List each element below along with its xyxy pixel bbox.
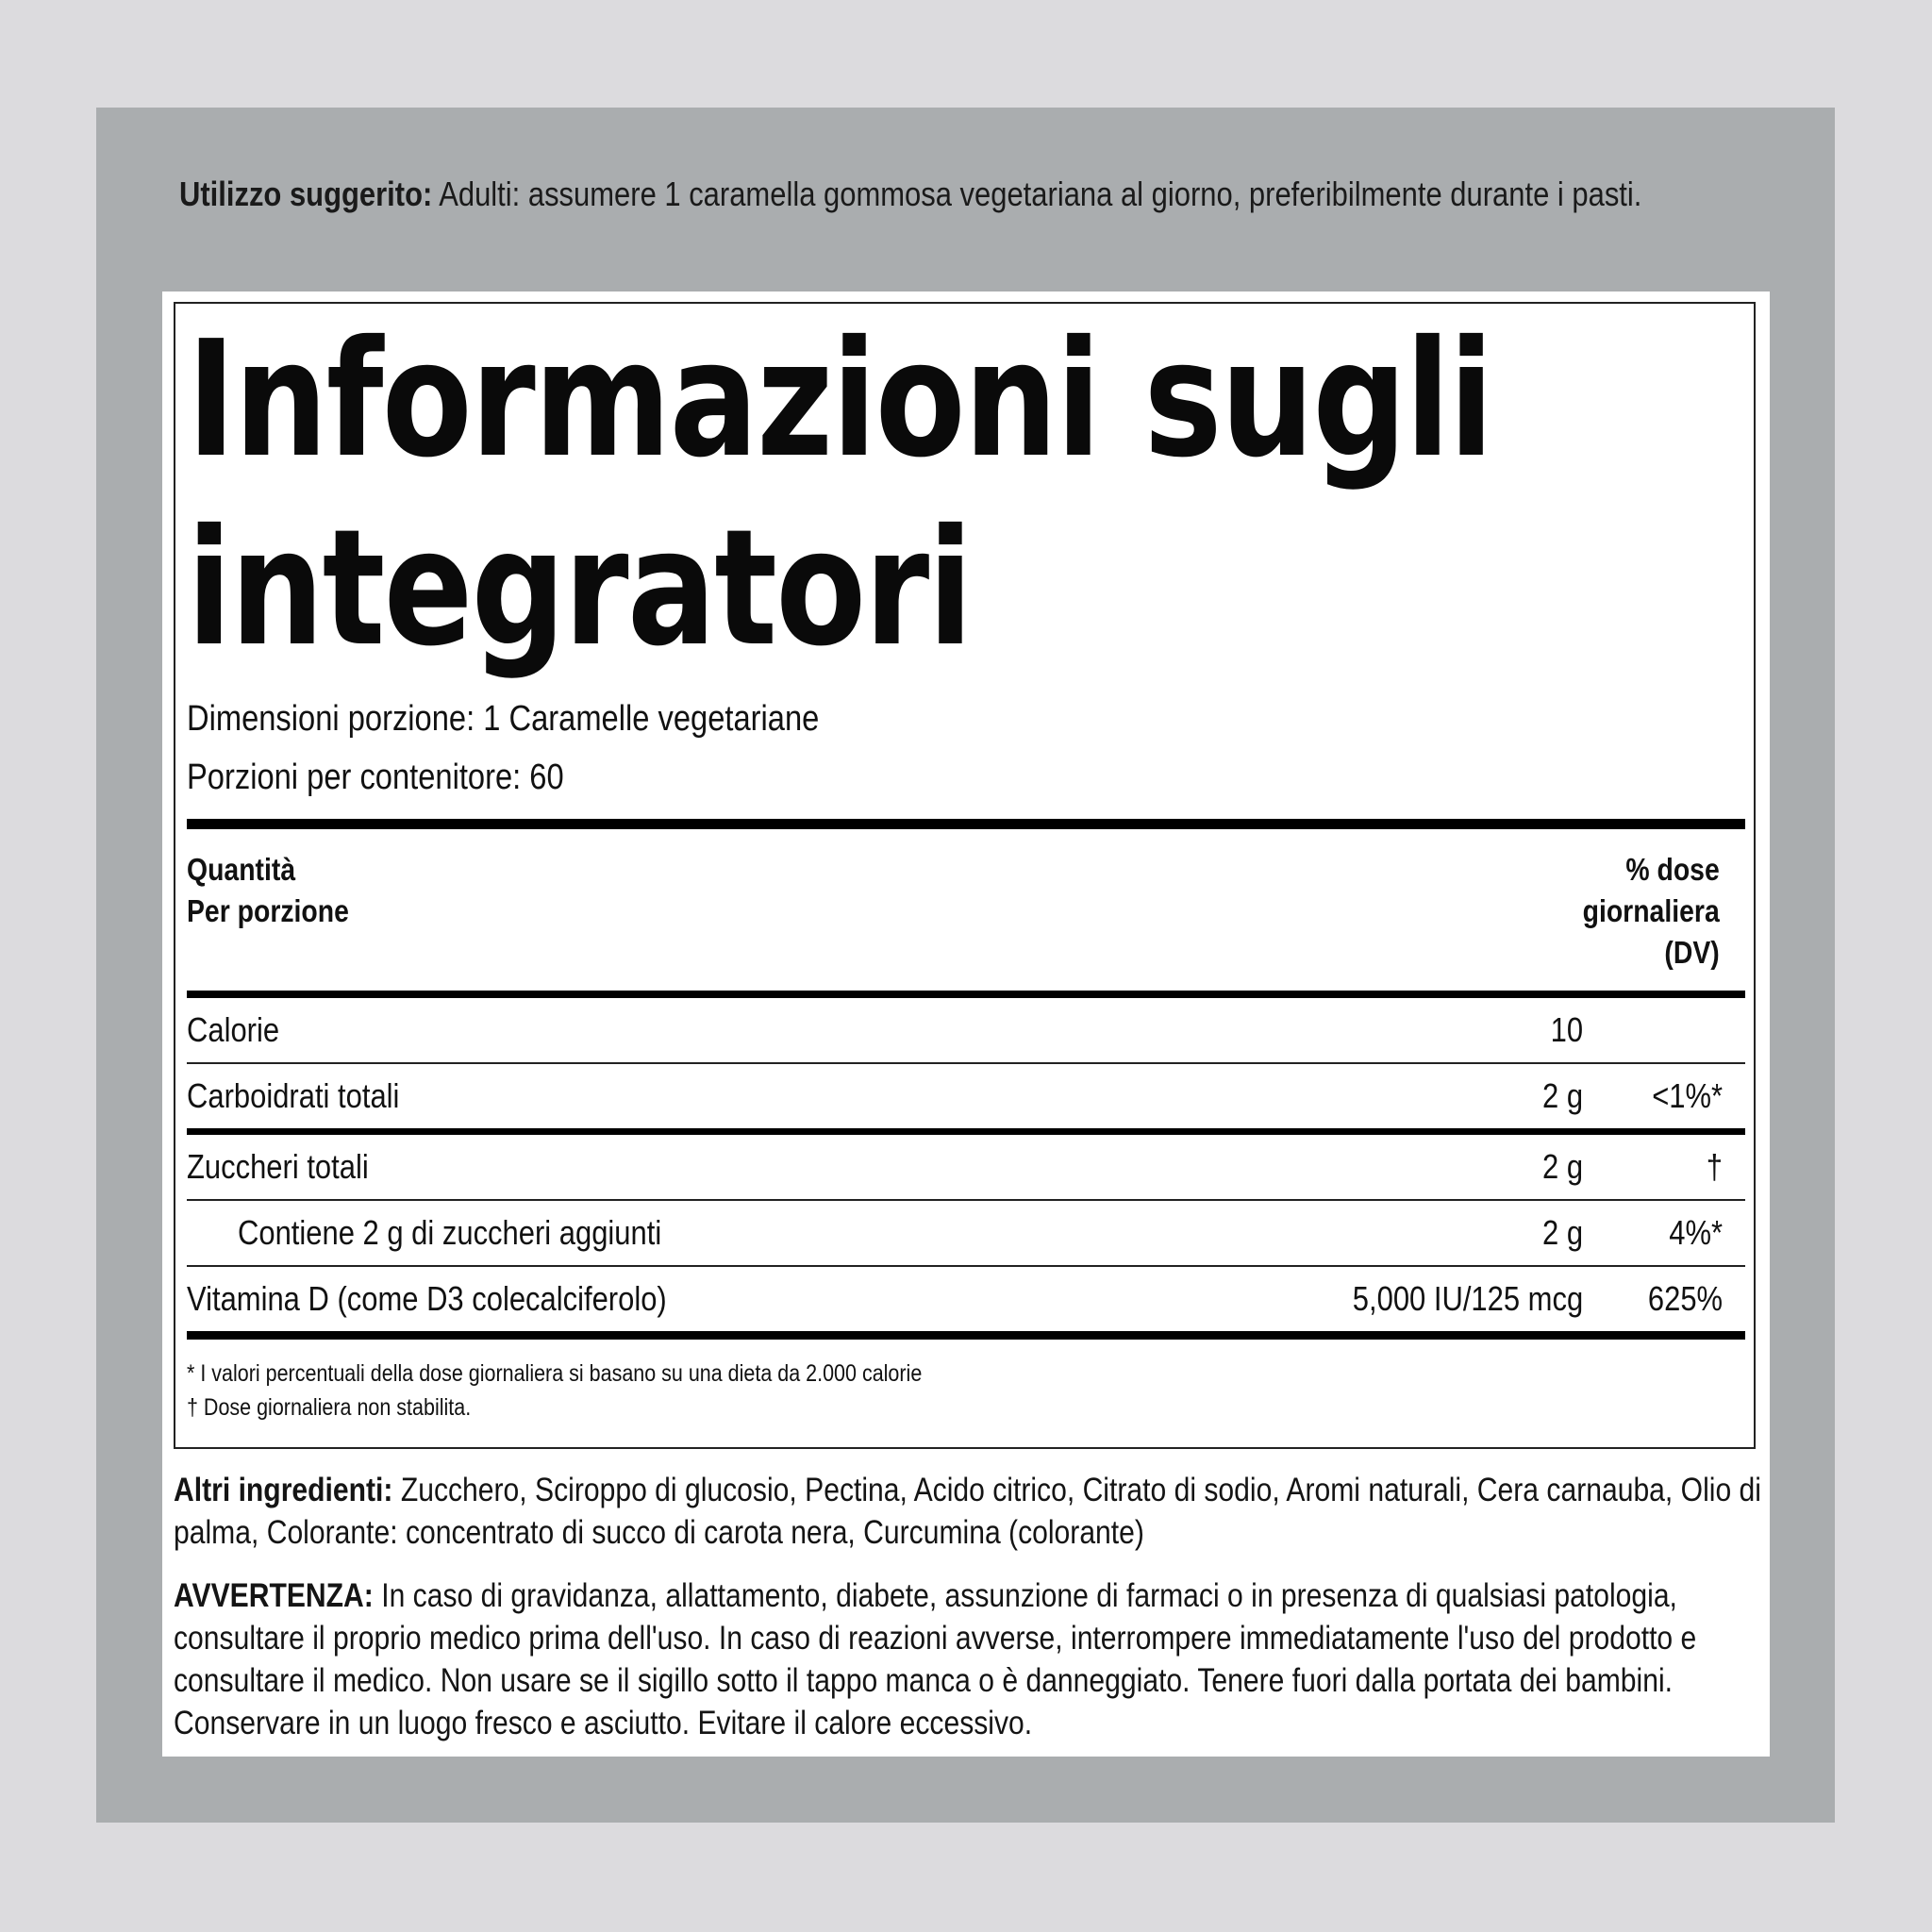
table-row: [187, 998, 1745, 1062]
nutrient-name: Carboidrati totali: [187, 1076, 400, 1115]
warning-text: In caso di gravidanza, allattamento, diabete, assunzione di farmaci o in presenza di qualsiasi patologia, consultare il proprio medico prima dell'uso. In caso di reazioni avverse, interrompere immediatamente l'uso del prodotto e consultare il medico. Non usare se il sigillo sotto il tappo manca o è danneggiato. Tenere fuori dalla portata dei bambini. Conservare in un luogo fresco e asciutto. Evitare il calore eccessivo.: [174, 1577, 1697, 1741]
facts-title-line1: Informazioni sugli: [187, 307, 1492, 493]
daily-value-header: [1583, 849, 1720, 974]
nutrient-name: Vitamina D (come D3 colecalciferolo): [187, 1279, 667, 1318]
supplement-facts-box: [174, 302, 1756, 1449]
footnote-not-established: † Dose giornaliera non stabilita.: [187, 1394, 472, 1421]
other-ingredients: [174, 1469, 1764, 1554]
facts-title-line2: integratori: [187, 495, 972, 682]
thick-divider: [187, 819, 1745, 829]
header-per-serving: Per porzione: [187, 893, 349, 928]
other-ingredients-label: Altri ingredienti:: [174, 1472, 393, 1508]
table-row: [187, 1267, 1745, 1331]
thick-divider: [187, 991, 1745, 998]
warning-label: AVVERTENZA:: [174, 1577, 374, 1614]
warning: [174, 1574, 1764, 1744]
header-dv-line1: % dose: [1625, 852, 1720, 887]
nutrient-name: Contiene 2 g di zuccheri aggiunti: [238, 1213, 662, 1252]
table-row: [187, 1135, 1745, 1199]
nutrient-dv: 4%*: [1669, 1213, 1723, 1252]
other-ingredients-text: Zucchero, Sciroppo di glucosio, Pectina, Acido citrico, Citrato di sodio, Aromi naturali, Cera carnauba, Olio di palma, Colorante: concentrato di succo di carota nera, Curcumina (colorante): [174, 1472, 1761, 1551]
suggested-use-text: Adulti: assumere 1 caramella gommosa vegetariana al giorno, preferibilmente durante i pasti.: [439, 175, 1642, 213]
nutrient-amount: 2 g: [1541, 1076, 1583, 1115]
header-quantity: Quantità: [187, 852, 296, 887]
nutrient-amount: 2 g: [1541, 1147, 1583, 1186]
facts-title: [187, 306, 1657, 683]
table-row: [187, 1064, 1745, 1128]
table-row: [187, 1201, 1745, 1265]
amount-per-serving-header: [187, 849, 349, 932]
thick-divider: [187, 1331, 1745, 1340]
nutrient-amount: 2 g: [1541, 1213, 1583, 1252]
nutrient-dv: †: [1706, 1147, 1723, 1186]
nutrient-name: Calorie: [187, 1010, 280, 1049]
serving-size: Dimensioni porzione: 1 Caramelle vegetariane: [187, 699, 820, 739]
header-dv-line2: giornaliera: [1582, 893, 1720, 928]
suggested-use: [179, 170, 1761, 218]
footnote-daily-value: * I valori percentuali della dose giornaliera si basano su una dieta da 2.000 calorie: [187, 1360, 923, 1387]
nutrient-amount: 5,000 IU/125 mcg: [1352, 1279, 1583, 1318]
servings-per-container: Porzioni per contenitore: 60: [187, 758, 564, 797]
header-dv-line3: (DV): [1664, 935, 1720, 970]
medium-divider: [187, 1128, 1745, 1135]
nutrient-dv: <1%*: [1652, 1076, 1723, 1115]
nutrient-amount: 10: [1550, 1010, 1583, 1049]
nutrient-name: Zuccheri totali: [187, 1147, 369, 1186]
suggested-use-label: Utilizzo suggerito:: [179, 175, 433, 213]
nutrient-dv: 625%: [1647, 1279, 1723, 1318]
